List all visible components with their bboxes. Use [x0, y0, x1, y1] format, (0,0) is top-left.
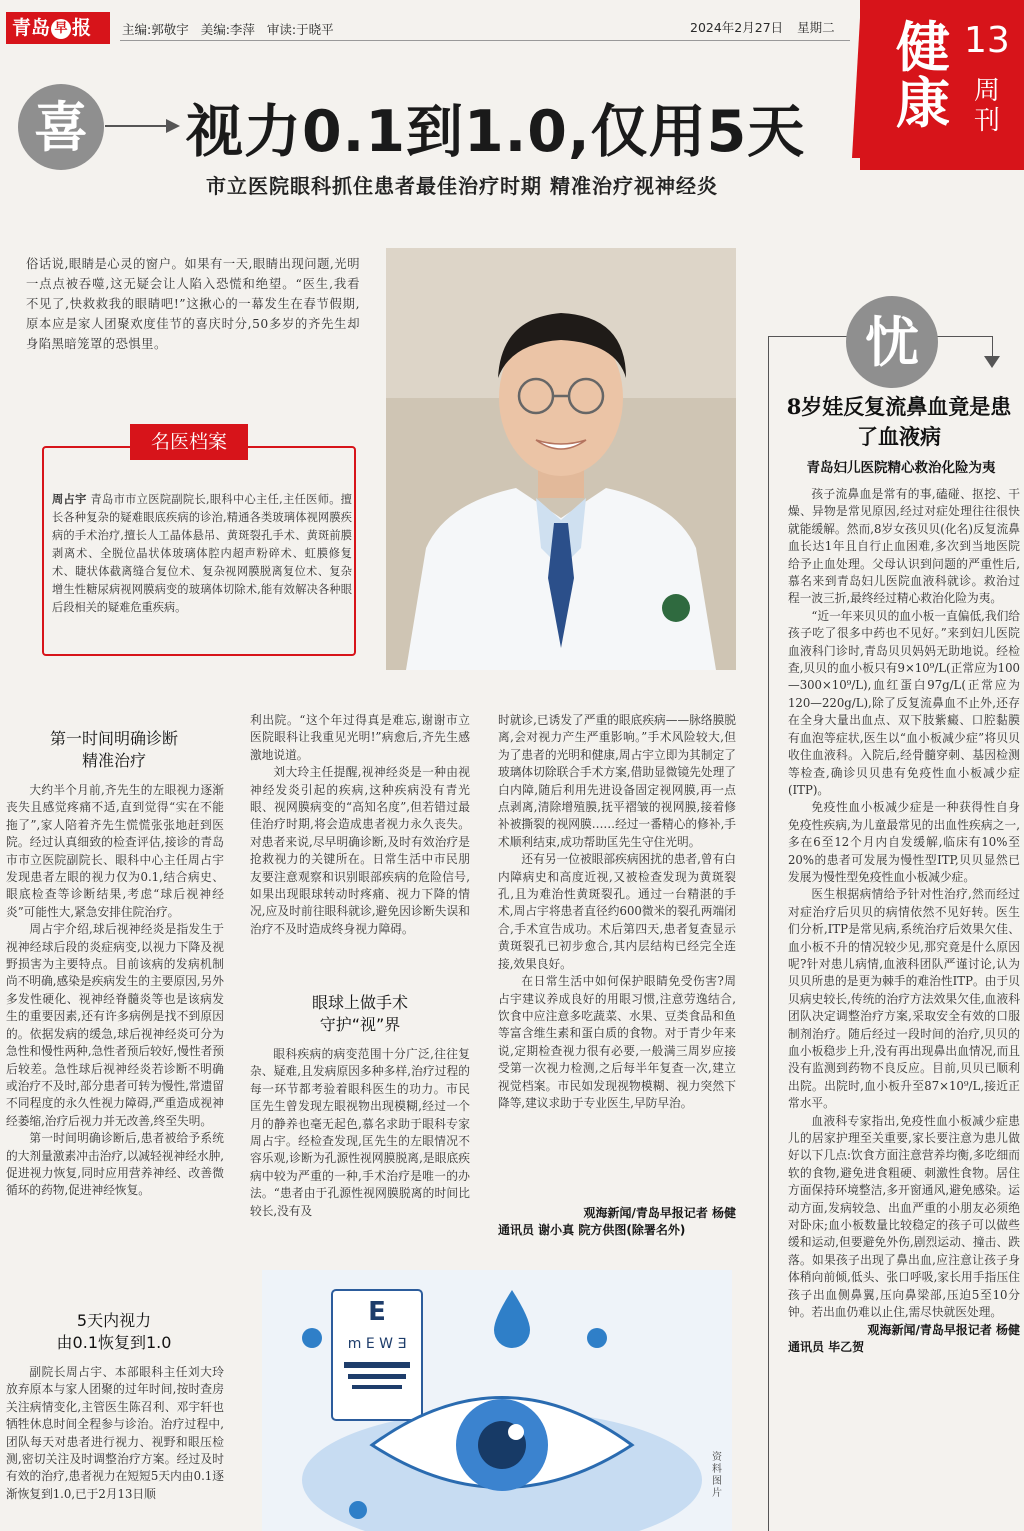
- paragraph: 血液科专家指出,免疫性血小板减少症患儿的居家护理至关重要,家长要注意为患儿做好以下几点:饮食方面注意营养均衡,多吃细而软的食物,避免进食粗硬、刺激性食物。居住方面保持环境整洁,多开窗通风,避免感染。运动方面,发病较急、出血严重的小朋友必须绝对卧床;血小板数量比较稳定的孩子可以做些缓和运动,但要避免外伤,剧烈运动、撞击、跌落。如果孩子出现了鼻出血,应注意让孩子身体稍向前倾,低头、张口呼吸,家长用手指压住孩子出血侧鼻翼,压向鼻梁部,压迫5至10分钟。若出血仍难以止住,需尽快就医处理。: [788, 1113, 1020, 1320]
- doctor-profile: [52, 490, 352, 617]
- issue-weekday: 星期二: [797, 20, 835, 35]
- side-subhead: 青岛妇儿医院精心救治化险为夷: [806, 460, 996, 476]
- side-article-rule: [768, 336, 769, 1531]
- paragraph: 利出院。“这个年过得真是难忘,谢谢市立医院眼科让我重见光明!”病愈后,齐先生感激地说道。: [250, 713, 470, 762]
- section-title-2-line1: 5天内视力: [76, 1311, 152, 1330]
- side-byline-reporter: 观海新闻/青岛早报记者 杨健: [867, 1322, 1020, 1337]
- eye-illustration: [262, 1270, 732, 1531]
- masthead-rule: [120, 40, 850, 41]
- paragraph: 周占宇介绍,球后视神经炎是指发生于视神经球后段的炎症病变,以视力下降及视野损害为主要特点。目前该病的发病机制尚不明确,感染是疾病发生的主要原因,另外多发性硬化、视神经脊髓炎等也是该病发生的重要因素,还有许多病例是找不到原因的。依据发病的缓急,球后视神经炎可分为急性和慢性两种,急性者预后较好,慢性者预后较差。急性球后视神经炎若诊断不明确或治疗不及时,部分患者可转为慢性,常遗留不同程度的永久性视力障碍,严重造成视神经萎缩,治疗后视力并无改善,终至失明。: [6, 922, 224, 1128]
- paragraph: 医生根据病情给予针对性治疗,然而经过对症治疗后贝贝的病情依然不见好转。医生们分析,ITP是常见病,系统治疗后效果欠佳、血小板不升的情况较少见,那究竟是什么原因呢?针对患儿病情,血液科团队严谨讨论,认为贝贝所患的是更为棘手的难治性ITP。由于贝贝病史较长,传统的治疗方法效果欠佳,血液科团队决定调整治疗方案,采取安全有效的口服制剂治疗。随后经过一段时间的治疗,贝贝的血小板稳步上升,没有再出现鼻出血情况,而且没有监测到药物不良反应。目前,贝贝已顺利出院。出院时,血小板升至87×10⁹/L,接近正常水平。: [788, 887, 1020, 1111]
- paragraph: 还有另一位被眼部疾病困扰的患者,曾有白内障病史和高度近视,又被检查发现为黄斑裂孔,且为难治性黄斑裂孔。通过一台精湛的手术,周占宇将患者直径约600微米的裂孔两端闭合,手术宣告成功。术后第四天,患者复查显示黄斑裂孔已初步愈合,其内层结构已经完全连接,效果良好。: [498, 852, 736, 971]
- art-editor: 美编:李萍: [200, 22, 255, 37]
- column-1-upper: [6, 782, 224, 1302]
- article-intro: 俗话说,眼睛是心灵的窗户。如果有一天,眼睛出现问题,光明一点点被吞噬,这无疑会让人陷入恐慌和绝望。“医生,我看不见了,快救救我的眼睛吧!”这揪心的一幕发生在春节假期,原本应是家人团聚欢度佳节的喜庆时分,50多岁的齐先生却身陷黑暗笼罩的恐惧里。: [26, 257, 360, 351]
- doctor-portrait-icon: [386, 248, 736, 670]
- section-title-1: [26, 728, 202, 772]
- side-byline-correspondent: 通讯员 毕乙贺: [788, 1339, 865, 1354]
- profile-tag: 名医档案: [130, 424, 248, 460]
- section-banner: [860, 0, 1024, 170]
- issue-date: 2024年2月27日: [690, 20, 784, 35]
- section-title-1-line1: 第一时间明确诊断: [49, 729, 178, 748]
- section-title-2-line2: 由0.1恢复到1.0: [56, 1333, 172, 1352]
- paragraph: 副院长周占宇、本部眼科主任刘大玲放弃原本与家人团聚的过年时间,按时查房关注病情变化,主管医生陈召利、邓宇轩也牺牲休息时间全程参与诊治。治疗过程中,团队每天对患者进行视力、视野和眼压检测,密切关注及时调整治疗方案。经过及时有效的治疗,患者视力在短短5天内由0.1逐渐恢复到1.0,已于2月13日顺: [6, 1365, 224, 1501]
- column-3: [498, 712, 736, 1202]
- side-headline: 8岁娃反复流鼻血竟是患了血液病: [786, 394, 1012, 449]
- column-1-lower: [6, 1364, 224, 1530]
- section-weekly: 周刊: [974, 76, 1001, 136]
- paragraph: 孩子流鼻血是常有的事,磕碰、抠挖、干燥、异物是常见原因,经过对症处理往往很快就能缓解。然而,8岁女孩贝贝(化名)反复流鼻血长达1年且自行止血困难,多次到当地医院给予止血处理。父母认识到问题的严重性后,慕名来到青岛妇儿医院血液科就诊。救治过程一波三折,最终经过精心救治化险为夷。: [788, 487, 1020, 606]
- joy-tag-circle: 喜: [18, 84, 104, 170]
- section-title-3-line1: 眼球上做手术: [311, 993, 408, 1012]
- eye-chart-letter-row: m E W ∃: [347, 1336, 407, 1352]
- section-title-3-line2: 守护“视”界: [319, 1015, 401, 1034]
- byline-reporter: 观海新闻/青岛早报记者 杨健: [583, 1206, 736, 1220]
- section-name: 健康: [896, 16, 950, 135]
- logo-text-b: 报: [72, 17, 92, 39]
- arrow-right-icon: [105, 125, 170, 127]
- dateline: [690, 18, 845, 36]
- page-number: 13: [964, 20, 1010, 61]
- masthead: [0, 0, 850, 58]
- main-byline: [498, 1204, 736, 1238]
- worry-tag-circle: 忧: [846, 296, 938, 388]
- section-title-1-line2: 精准治疗: [81, 751, 146, 770]
- column-2-upper: [250, 712, 470, 982]
- paragraph: 大约半个月前,齐先生的左眼视力逐渐丧失且感觉疼痛不适,直到觉得“实在不能拖了”,家人陪着齐先生慌慌张张地赶到医院。经过认真细致的检查评估,接诊的青岛市市立医院副院长、眼科中心主任周占宇发现患者左眼的视力仅为0.1,结合病史、眼底检查等诊断结果,考虑“球后视神经炎”可能性大,紧急安排住院治疗。: [6, 783, 224, 919]
- paragraph: 在日常生活中如何保护眼睛免受伤害?周占宇建议养成良好的用眼习惯,注意劳逸结合,饮食中应注意多吃蔬菜、水果、豆类食品和鱼等富含维生素和蛋白质的食物。对于青少年来说,定期检查视力很有必要,一般满三周岁应接受第一次视力检测,之后每半年复查一次,建立视觉档案。市民如发现视物模糊、视力突然下降等,建议求助于专业医生,早防早治。: [498, 974, 736, 1110]
- arrow-down-icon: [992, 336, 993, 358]
- eye-exam-illustration-icon: [262, 1270, 732, 1531]
- paragraph: 第一时间明确诊断后,患者被给予系统的大剂量激素冲击治疗,以减轻视神经水肿,促进视力恢复,同时应用营养神经、改善微循环的药物,促进神经恢复。: [6, 1131, 224, 1198]
- byline-correspondent: 通讯员 谢小真 院方供图(除署名外): [498, 1223, 686, 1237]
- column-2-lower: [250, 1046, 470, 1244]
- editor: 主编:郭敬宇: [122, 22, 189, 37]
- paragraph: “近一年来贝贝的血小板一直偏低,我们给孩子吃了很多中药也不见好。”来到妇儿医院血液科门诊时,青岛贝贝妈妈无助地说。经检查,贝贝的血小板只有9×10⁹/L(正常应为100—300×10⁹/L),血红蛋白97g/L(正常应为120—220g/L),除了反复流鼻血不止外,还存在全身大量出血点、双下肢紫癜、口腔黏膜有血泡等症状,医生以“血小板减少症”将贝贝收住血液科。入院后,经骨髓穿刺、基因检测等检查,确诊贝贝患有免疫性血小板减少症(ITP)。: [788, 608, 1020, 797]
- paragraph: 眼科疾病的病变范围十分广泛,往往复杂、疑难,且发病原因多种多样,治疗过程的每一环节都考验着眼科医生的功力。市民匡先生曾发现左眼视物出现模糊,经过一个月的静养也毫无起色,慕名求助于眼科专家周占宇。经检查发现,匡先生的左眼情况不容乐观,诊断为孔源性视网膜脱离,是眼底疾病中较为严重的一种,手术治疗是唯一的办法。“患者由于孔源性视网膜脱离的时间比较长,没有及: [250, 1047, 470, 1218]
- main-headline: 视力0.1到1.0,仅用5天: [186, 99, 806, 165]
- logo-text-a: 青岛: [12, 17, 51, 39]
- doctor-name: 周占宇: [52, 492, 87, 506]
- logo-ring: 早: [51, 19, 71, 39]
- side-article-body: [788, 486, 1020, 1531]
- section-title-3: [272, 992, 448, 1036]
- paragraph: 刘大玲主任提醒,视神经炎是一种由视神经发炎引起的疾病,这种疾病没有青光眼、视网膜病变的“高知名度”,但若错过最佳治疗时期,将会造成患者视力永久丧失。对患者来说,尽早明确诊断,及时有效治疗是抢救视力的关键所在。日常生活中市民朋友要注意观察和识别眼部疾病的危险信号,如果出现眼球转动时疼痛、视力下降的情况,应及时前往眼科就诊,避免因诊断失误和治疗不及时造成终身视力障碍。: [250, 765, 470, 936]
- paragraph: 免疫性血小板减少症是一种获得性自身免疫性疾病,为儿童最常见的出血性疾病之一,多在6至12个月内自发缓解,临床有10%至20%的患者可发展为慢性型ITP,贝贝显然已发展为慢性型免疫性血小板减少症。: [788, 800, 1020, 884]
- section-title-2: [26, 1310, 202, 1354]
- paragraph: 时就诊,已诱发了严重的眼底疾病——脉络膜脱离,会对视力产生严重影响。”手术风险较大,但为了患者的光明和健康,周占宇立即为其制定了玻璃体切除联合手术方案,借助显微镜先处理了白内障,随后利用先进设备固定视网膜,再一点点剥离,清除增殖膜,抚平褶皱的视网膜,接着修补被撕裂的视网膜……经过一番精心的修补,手术顺利结束,成功帮助匡先生守住光明。: [498, 713, 736, 849]
- doctor-profile-body: 青岛市市立医院副院长,眼科中心主任,主任医师。擅长各种复杂的疑难眼底疾病的诊治,精通各类玻璃体视网膜疾病的手术治疗,擅长人工晶体悬吊、黄斑裂孔手术、黄斑前膜剥离术、全脱位晶状体玻璃体腔内超声粉碎术、虹膜修复术、睫状体截离缝合复位术、复杂视网膜脱离复位术、复杂增生性糖尿病视网膜病变的玻璃体切除术,能有效解决各种眼后段相关的疑难危重疾病。: [52, 493, 352, 614]
- eye-chart-letter-large: E: [368, 1297, 386, 1327]
- reviewer: 审读:于晓平: [266, 22, 334, 37]
- doctor-photo: [386, 248, 736, 670]
- editor-credits: [122, 20, 342, 38]
- illustration-credit: 资料图片: [712, 1452, 722, 1499]
- main-subhead: 市立医院眼科抓住患者最佳治疗时期 精准治疗视神经炎: [206, 174, 718, 198]
- newspaper-logo: [6, 12, 110, 44]
